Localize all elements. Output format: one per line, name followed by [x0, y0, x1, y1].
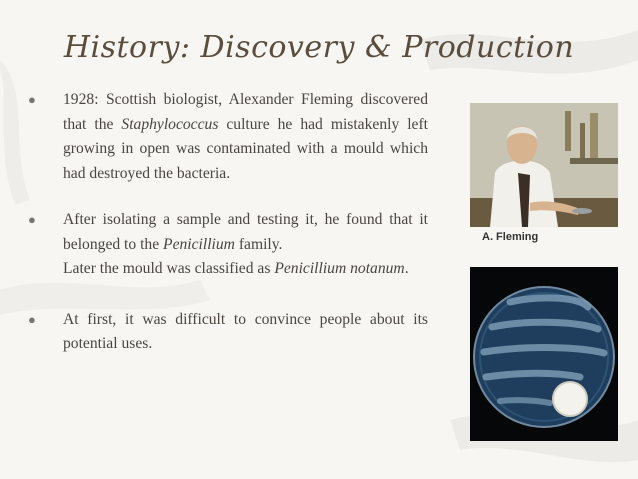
bullet-list — [26, 88, 428, 357]
petri-dish-image — [470, 267, 618, 441]
bullet-item — [26, 308, 428, 357]
bullet-item — [26, 88, 428, 186]
bullet-dot-icon: ● — [28, 212, 36, 227]
bullet-text: 1928: Scottish biologist, Alexander Fleming discovered that the Staphylococcus culture he had mistakenly left growing in open was contaminated with a mould which had destroyed the bacteria. — [63, 91, 428, 182]
portrait-caption: A. Fleming — [482, 231, 539, 243]
bullet-text: At first, it was difficult to convince people about its potential uses. — [63, 310, 428, 352]
bullet-dot-icon: ● — [28, 311, 36, 327]
bullet-text: After isolating a sample and testing it, he found that it belonged to the Penicillium family. — [63, 211, 428, 253]
bullet-dot-icon: ● — [28, 92, 36, 107]
slide-title: History: Discovery & Production — [63, 30, 575, 65]
bullet-text-continued: Later the mould was classified as Penicillium notanum. — [63, 260, 409, 277]
fleming-portrait-image — [470, 103, 618, 227]
bullet-item — [26, 208, 428, 282]
